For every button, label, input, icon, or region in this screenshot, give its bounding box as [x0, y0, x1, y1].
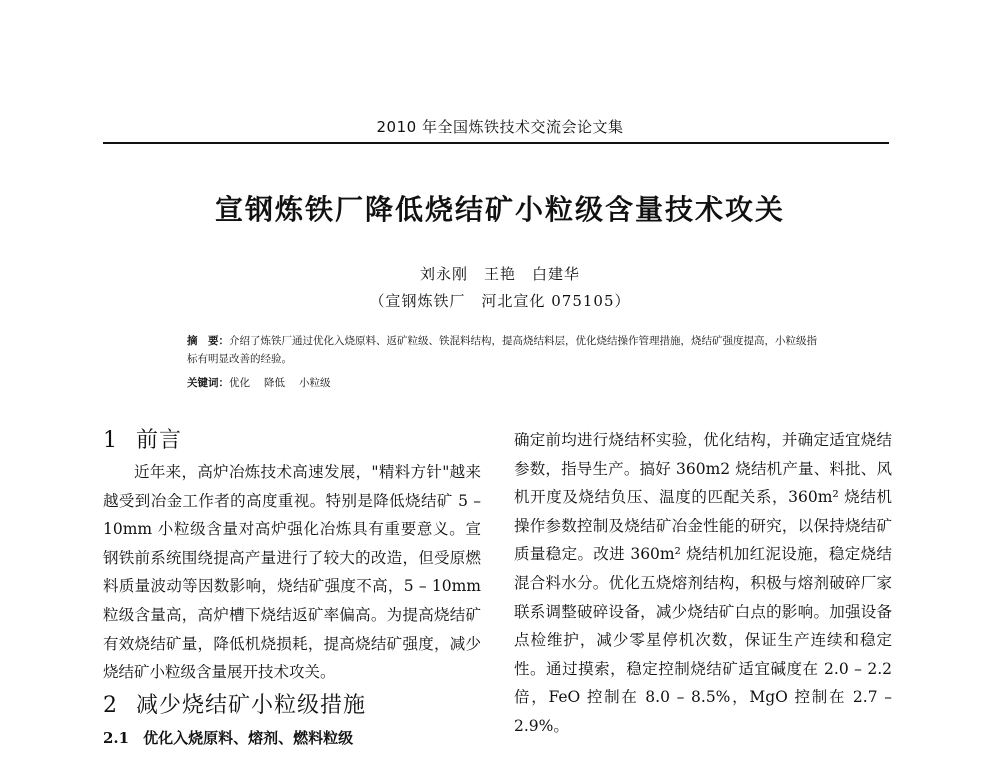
abstract: [187, 332, 827, 368]
section-1-number: 1: [103, 428, 118, 453]
running-header: 2010 年全国炼铁技术交流会论文集: [376, 118, 624, 136]
section-1-heading: [103, 426, 481, 456]
keyword-item: 小粒级: [299, 377, 331, 389]
keywords-label: 关键词：: [187, 377, 229, 389]
section-2-title: 减少烧结矿小粒级措施: [136, 692, 367, 718]
authors: 刘永刚 王艳 白建华: [419, 265, 580, 283]
paper-title: 宣钢炼铁厂降低烧结矿小粒级含量技术攻关: [214, 193, 785, 226]
abstract-label: 摘 要：: [187, 335, 229, 347]
left-column: [103, 426, 481, 751]
affiliation: （宣钢炼铁厂 河北宣化 075105）: [369, 292, 631, 310]
keywords: [187, 375, 827, 390]
section-2-heading: [103, 691, 481, 721]
keyword-item: 优化: [229, 377, 250, 389]
subsection-2-1-heading: [103, 725, 481, 751]
keyword-item: 降低: [264, 377, 285, 389]
subsection-2-1-title: 优化入烧原料、熔剂、燃料粒级: [143, 728, 354, 747]
header-rule: [103, 142, 889, 144]
section-1-title: 前言: [136, 428, 183, 453]
subsection-2-1-number: 2.1: [103, 728, 130, 747]
right-column-paragraph: 确定前均进行烧结杯实验，优化结构，并确定适宜烧结参数，指导生产。搞好 360m2 烧结机产量、料批、风机开度及烧结负压、温度的匹配关系，360m² 烧结机操作参数控制及烧结矿冶金性能的研究，以保持烧结矿质量稳定。改进 360m² 烧结机加红泥设施，稳定烧结混合料水分。优化五烧熔剂结构，积极与熔剂破碎厂家联系调整破碎设备，减少烧结矿白点的影响。加强设备点检维护，减少零星停机次数，保证生产连续和稳定性。通过摸索，稳定控制烧结矿适宜碱度在 2.0 – 2.2 倍，FeO 控制在 8.0 – 8.5%，MgO 控制在 2.7 – 2.9%。: [514, 431, 892, 735]
right-column: [514, 426, 892, 741]
section-2-number: 2: [103, 692, 118, 718]
section-1-paragraph: 近年来，高炉冶炼技术高速发展，"精料方针"越来越受到冶金工作者的高度重视。特别是降低烧结矿 5 – 10mm 小粒级含量对高炉强化冶炼具有重要意义。宣钢铁前系统围绕提高产量进行了较大的改造，但受原燃料质量波动等因数影响，烧结矿强度不高，5 – 10mm 粒级含量高，高炉槽下烧结返矿率偏高。为提高烧结矿有效烧结矿量，降低机烧损耗，提高烧结矿强度，减少烧结矿小粒级含量展开技术攻关。: [103, 463, 481, 682]
abstract-text: 介绍了炼铁厂通过优化入烧原料、返矿粒级、铁混料结构，提高烧结料层，优化烧结操作管理措施，烧结矿强度提高，小粒级指标有明显改善的经验。: [187, 335, 817, 365]
